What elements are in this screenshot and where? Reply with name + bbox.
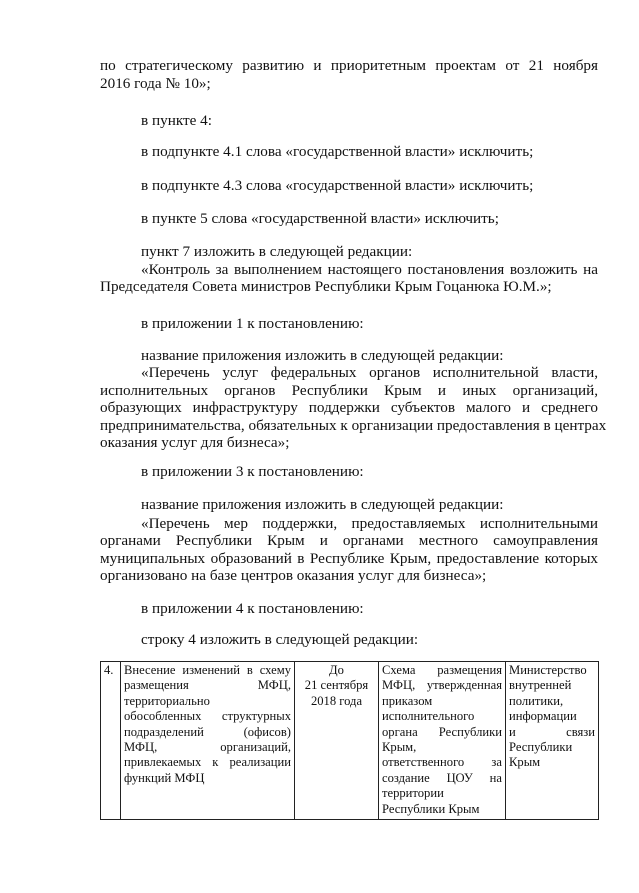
text-line: «Перечень мер поддержки, предоставляемых исполнительными (141, 515, 598, 532)
text-line: название приложения изложить в следующей редакции: (141, 347, 504, 364)
text-line: в приложении 3 к постановлению: (141, 463, 364, 480)
text-line: в подпункте 4.1 слова «государственной власти» исключить; (141, 143, 534, 160)
text-line: исполнительных органов Республики Крым и иных организаций, (100, 382, 598, 399)
action-cell (121, 662, 295, 820)
cell-text: территориально (124, 693, 210, 708)
text-line: строку 4 изложить в следующей редакции: (141, 631, 419, 648)
cell-text: привлекаемых к реализации (124, 755, 291, 770)
text-line: в подпункте 4.3 слова «государственной власти» исключить; (141, 177, 534, 194)
cell-text: создание ЦОУ на (382, 770, 502, 785)
cell-text: 21 сентября (304, 678, 369, 693)
cell-text: Министерство (509, 663, 587, 677)
result-cell (379, 662, 506, 820)
cell-text: Республики Крым (382, 801, 480, 816)
text-line: в пункте 5 слова «государственной власти» исключить; (141, 210, 499, 227)
cell-text: Схема размещения (382, 663, 502, 677)
text-line: «Контроль за выполнением настоящего постановления возложить на (141, 261, 598, 278)
text-line: название приложения изложить в следующей редакции: (141, 496, 504, 513)
cell-text: Крым (509, 755, 541, 770)
cell-text: ответственного за (382, 755, 502, 770)
cell-text: информации (509, 709, 577, 724)
text-line: в приложении 4 к постановлению: (141, 600, 364, 617)
text-line: организовано на базе центров оказания услуг для бизнеса»; (100, 567, 487, 584)
cell-text: 2018 года (310, 693, 363, 708)
text-line: образующих инфраструктуру поддержки субъектов малого и среднего (100, 399, 598, 416)
cell-text: МФЦ, утвержденная (382, 678, 502, 693)
cell-text: подразделений (офисов) (124, 724, 291, 739)
text-line: предпринимательства, обязательных к организации предоставления в центрах (100, 417, 607, 434)
text-line: в пункте 4: (141, 112, 212, 129)
cell-text: внутренней (509, 678, 572, 693)
cell-text: обособленных структурных (124, 709, 291, 724)
amendment-table (100, 661, 599, 820)
cell-text: территории (382, 786, 444, 801)
text-line: 2016 года № 10»; (100, 75, 211, 92)
text-line: оказания услуг для бизнеса»; (100, 434, 290, 451)
text-line: Председателя Совета министров Республики Крым Гоцанюка Ю.М.»; (100, 278, 552, 295)
text-line: органами Республики Крым и органами местного самоуправления (100, 532, 598, 549)
cell-text: До (329, 663, 344, 677)
text-line: по стратегическому развитию и приоритетным проектам от 21 ноября (100, 57, 598, 74)
cell-text: Внесение изменений в схему (124, 663, 291, 677)
cell-text: исполнительного (382, 709, 475, 724)
deadline-cell (295, 662, 379, 820)
table-row (101, 662, 599, 820)
cell-text: органа Республики (382, 724, 502, 739)
cell-text: МФЦ, организаций, (124, 740, 291, 755)
text-line: «Перечень услуг федеральных органов исполнительной власти, (141, 364, 598, 381)
cell-text: размещения МФЦ, (124, 678, 291, 693)
row-number: 4. (104, 663, 114, 677)
cell-text: Крым, (382, 740, 417, 755)
cell-text: Республики (509, 740, 573, 755)
text-line: муниципальных образований в Республике Крым, предоставление которых (100, 550, 598, 567)
responsible-cell (506, 662, 599, 820)
text-line: в приложении 1 к постановлению: (141, 315, 364, 332)
row-number-cell (101, 662, 121, 820)
cell-text: и связи (509, 724, 595, 739)
cell-text: политики, (509, 693, 564, 708)
cell-text: приказом (382, 693, 433, 708)
text-line: пункт 7 изложить в следующей редакции: (141, 243, 413, 260)
cell-text: функций МФЦ (124, 770, 205, 785)
